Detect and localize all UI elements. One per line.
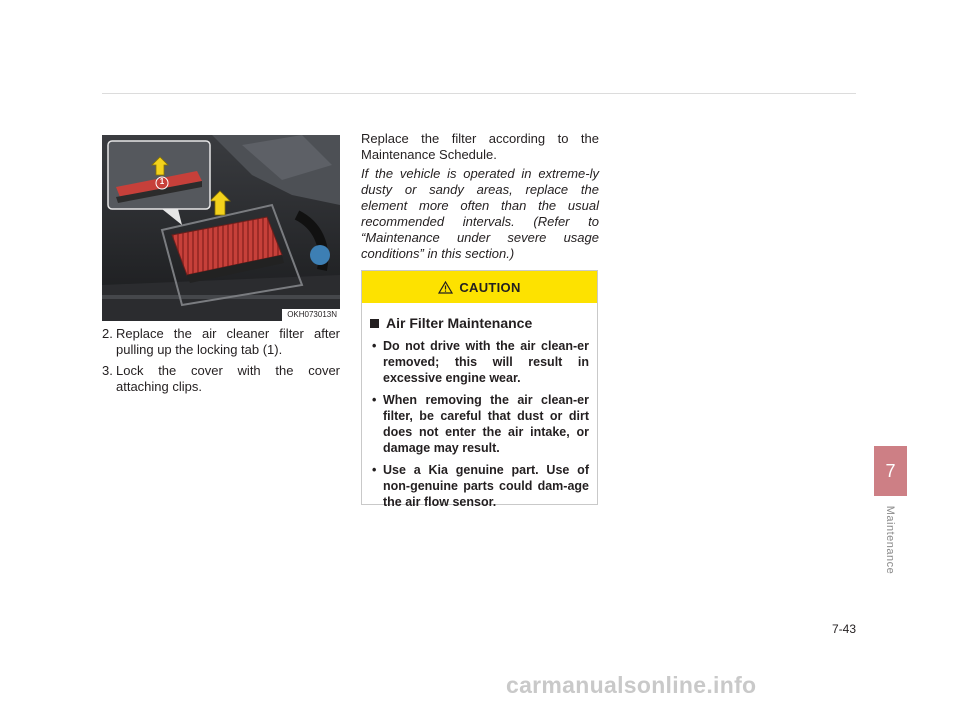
caution-title [370,315,597,331]
caution-item [370,462,589,510]
bullet-icon: • [372,463,377,477]
chapter-label [880,500,900,580]
caution-title-text: Air Filter Maintenance [386,315,533,331]
caution-item [370,392,589,456]
step-list [102,326,340,400]
step-item [102,363,340,395]
severe-usage-note: If the vehicle is operated in extreme-ly dusty or sandy areas, replace the element more often than the usual recommended intervals. (Refer to “Maintenance under severe usage conditions” in this section.) [361,166,599,261]
bullet-icon: • [372,393,377,407]
page-number: 7-43 [831,622,856,636]
caution-item-text: Use a Kia genuine part. Use of non-genuine parts could dam-age the air flow sensor. [383,463,589,509]
caution-item [370,338,589,386]
chapter-tab: 7 [874,446,907,496]
step-text: Lock the cover with the cover attaching clips. [116,363,340,394]
step-item [102,326,340,358]
engine-bay-photo [102,135,340,321]
instructions-column [361,131,599,265]
chapter-label-text: Maintenance [884,505,896,575]
image-code: OKH073013N [282,309,340,321]
caution-box [361,270,598,509]
step-text: Replace the air cleaner filter after pulling up the locking tab (1). [116,326,340,357]
bullet-icon: • [372,339,377,353]
step-number: 3. [102,363,113,378]
schedule-paragraph: Replace the filter according to the Maintenance Schedule. [361,131,599,162]
top-rule [102,93,856,94]
caution-label: CAUTION [459,279,521,295]
caution-list [370,338,589,510]
caution-item-text: Do not drive with the air clean-er removed; this will result in excessive engine wear. [383,339,589,385]
callout-label: 1 [159,177,165,186]
caution-header [362,271,597,303]
step-number: 2. [102,326,113,341]
caution-item-text: When removing the air clean-er filter, be careful that dust or dirt does not enter the air intake, or damage may result. [383,393,589,455]
square-bullet-icon [370,319,379,328]
warning-triangle-icon [438,281,453,294]
watermark: carmanualsonline.info [506,672,757,698]
